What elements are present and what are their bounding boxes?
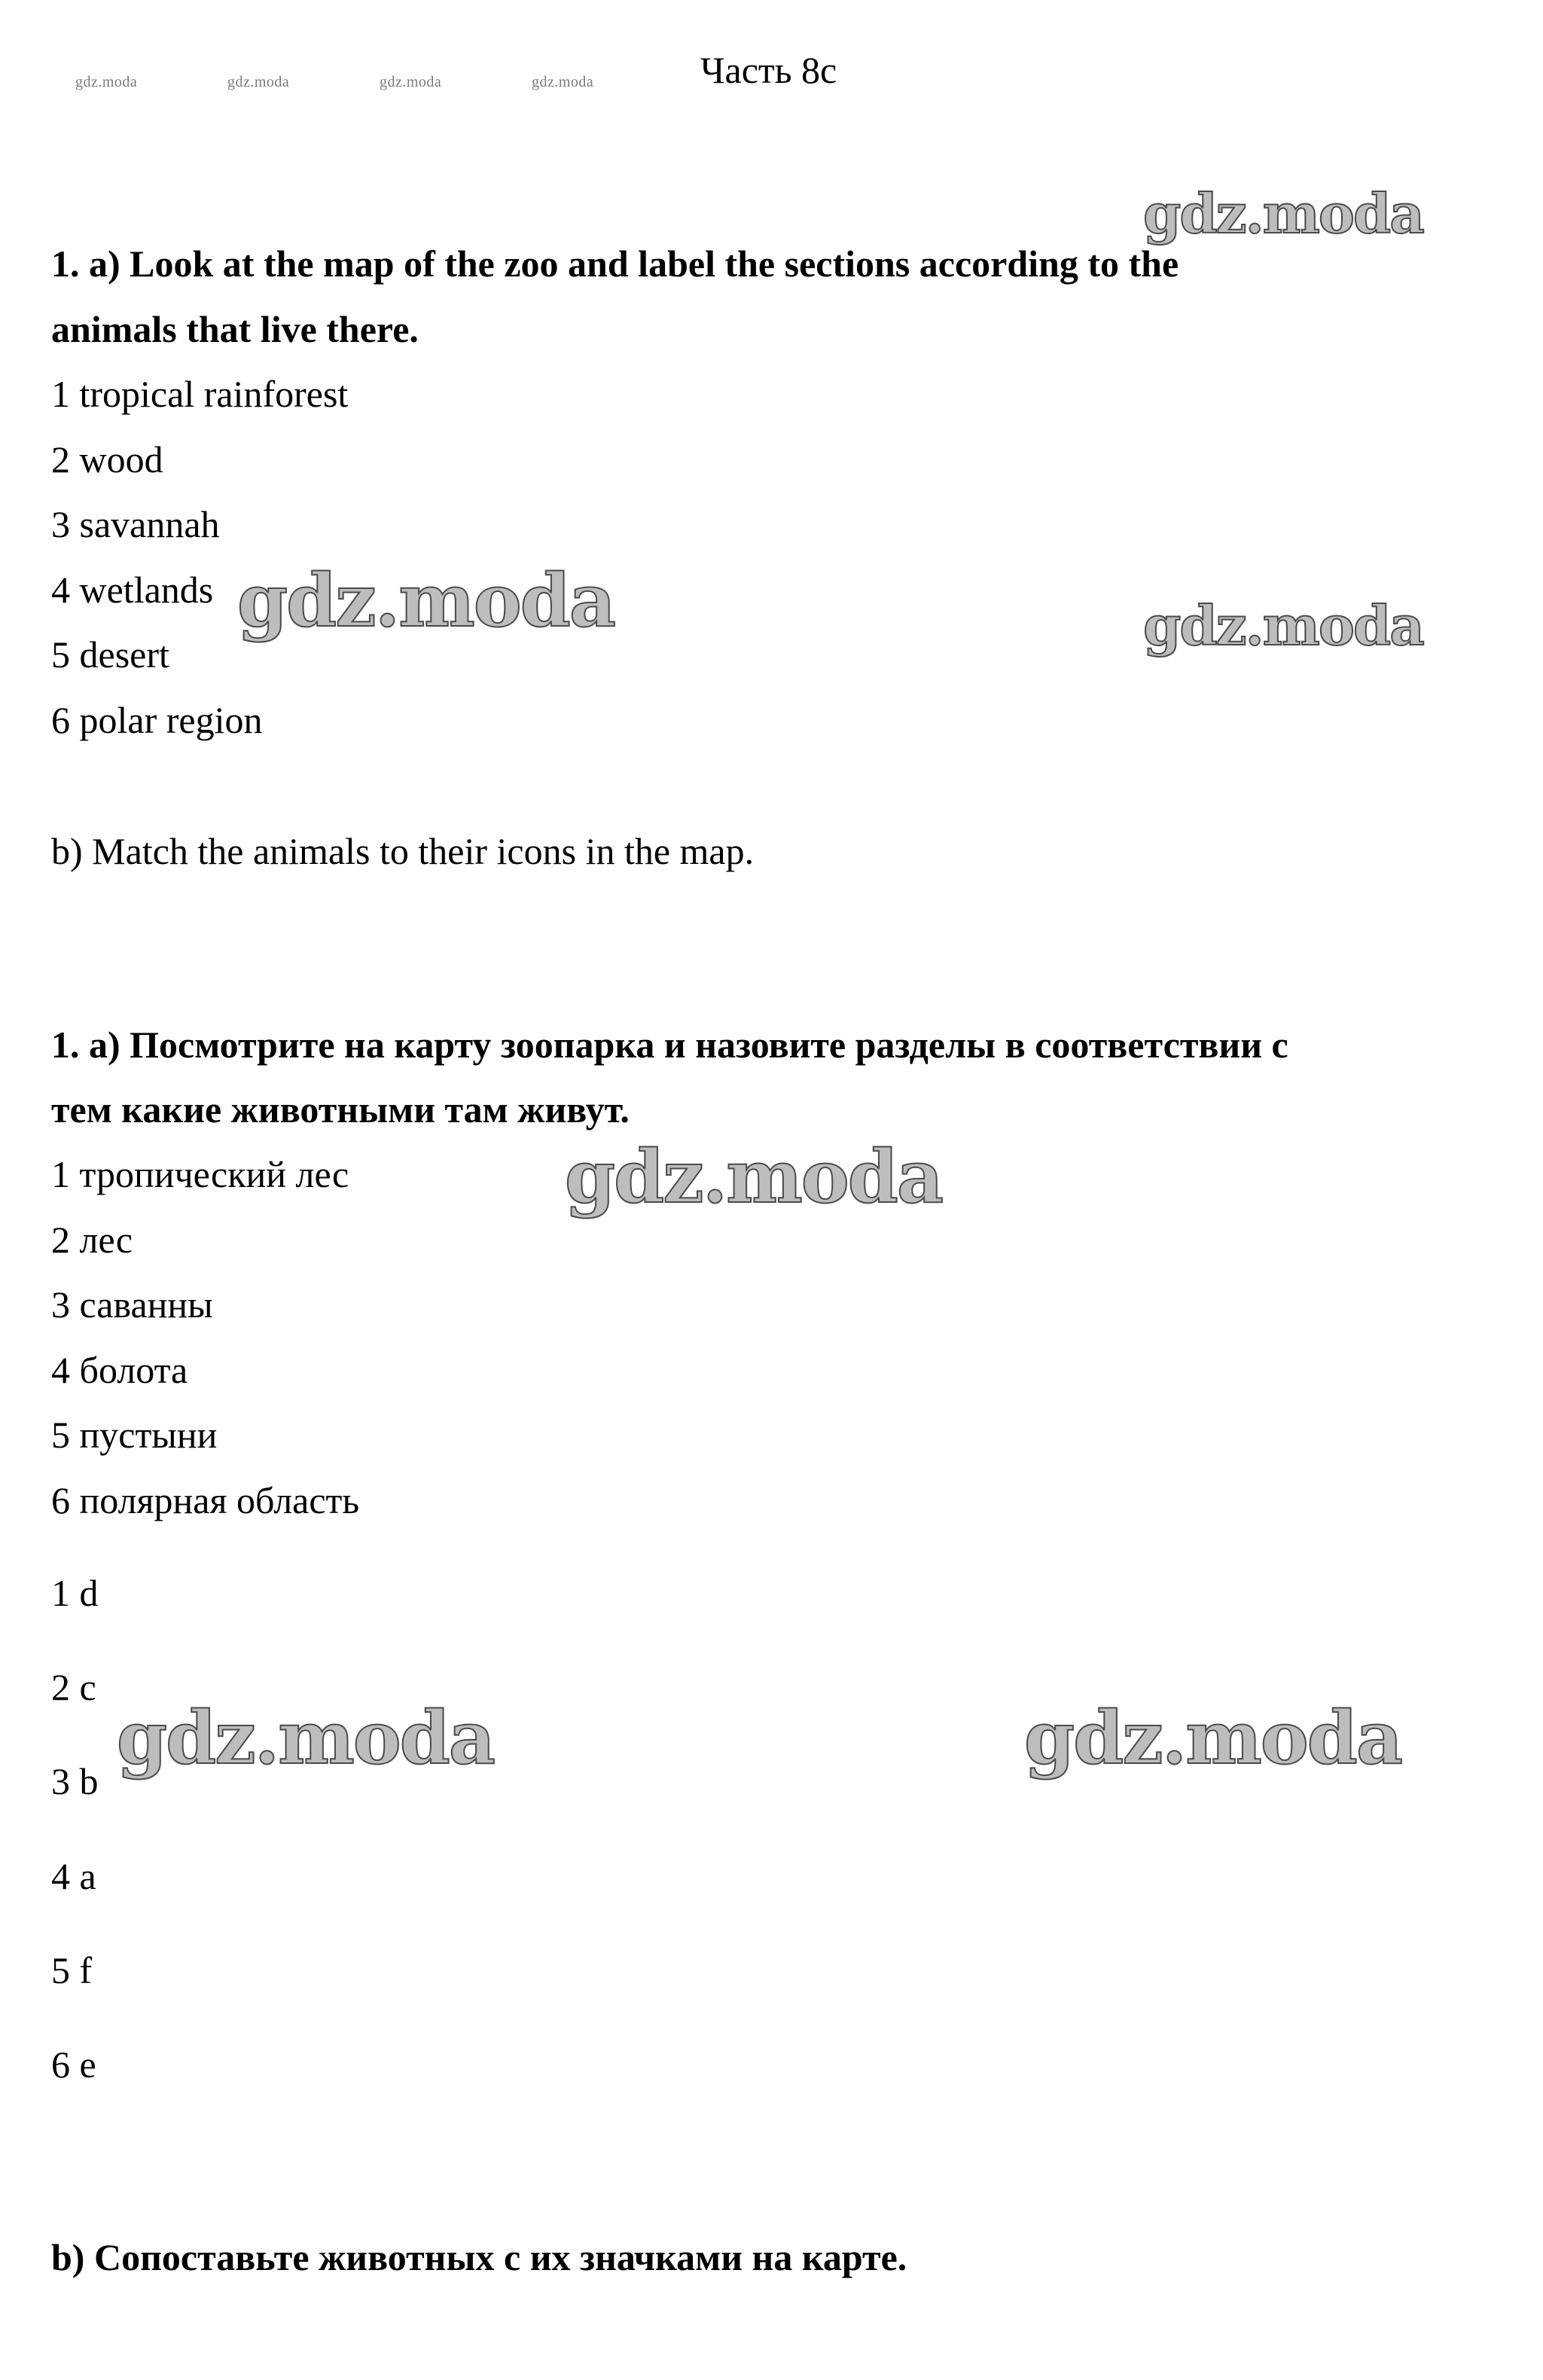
answer-item: 2 c	[51, 1666, 96, 1708]
list-item: 4 wetlands	[51, 569, 214, 611]
watermark: gdz.moda	[1143, 593, 1423, 658]
exercise-heading-ru: 1. а) Посмотрите на карту зоопарка и назовите разделы в соответствии с	[51, 1024, 1288, 1066]
exercise-part-b-ru: b) Сопоставьте животных с их значками на карте.	[51, 2236, 907, 2278]
list-item: 5 пустыни	[51, 1414, 218, 1456]
exercise-heading-en: animals that live there.	[51, 308, 419, 350]
list-item: 1 tropical rainforest	[51, 373, 349, 415]
watermark: gdz.moda	[565, 1134, 943, 1219]
watermark: gdz.moda	[237, 558, 615, 643]
list-item: 5 desert	[51, 633, 169, 676]
list-item: 3 саванны	[51, 1283, 213, 1326]
answer-item: 5 f	[51, 1949, 93, 1991]
answer-item: 4 a	[51, 1855, 96, 1897]
list-item: 6 полярная область	[51, 1479, 360, 1521]
answer-item: 1 d	[51, 1572, 99, 1614]
answer-item: 6 e	[51, 2043, 96, 2086]
watermark: gdz.moda	[117, 1695, 495, 1780]
exercise-part-b-en: b) Match the animals to their icons in the map.	[51, 830, 755, 872]
header-watermark: gdz.moda	[227, 74, 290, 90]
list-item: 1 тропический лес	[51, 1153, 349, 1195]
page-title: Часть 8с	[700, 49, 837, 91]
exercise-heading-en: 1. a) Look at the map of the zoo and label the sections according to the	[51, 243, 1179, 285]
list-item: 2 лес	[51, 1219, 133, 1261]
watermark: gdz.moda	[1024, 1695, 1402, 1780]
list-item: 2 wood	[51, 438, 163, 481]
list-item: 4 болота	[51, 1349, 188, 1391]
exercise-heading-ru: тем какие животными там живут.	[51, 1088, 630, 1130]
list-item: 6 polar region	[51, 699, 263, 741]
list-item: 3 savannah	[51, 503, 220, 545]
header-watermark: gdz.moda	[75, 74, 138, 90]
watermark: gdz.moda	[1143, 182, 1423, 246]
header-watermark: gdz.moda	[532, 74, 594, 90]
answer-item: 3 b	[51, 1760, 99, 1802]
page-header	[0, 44, 1543, 96]
header-watermark: gdz.moda	[380, 74, 442, 90]
